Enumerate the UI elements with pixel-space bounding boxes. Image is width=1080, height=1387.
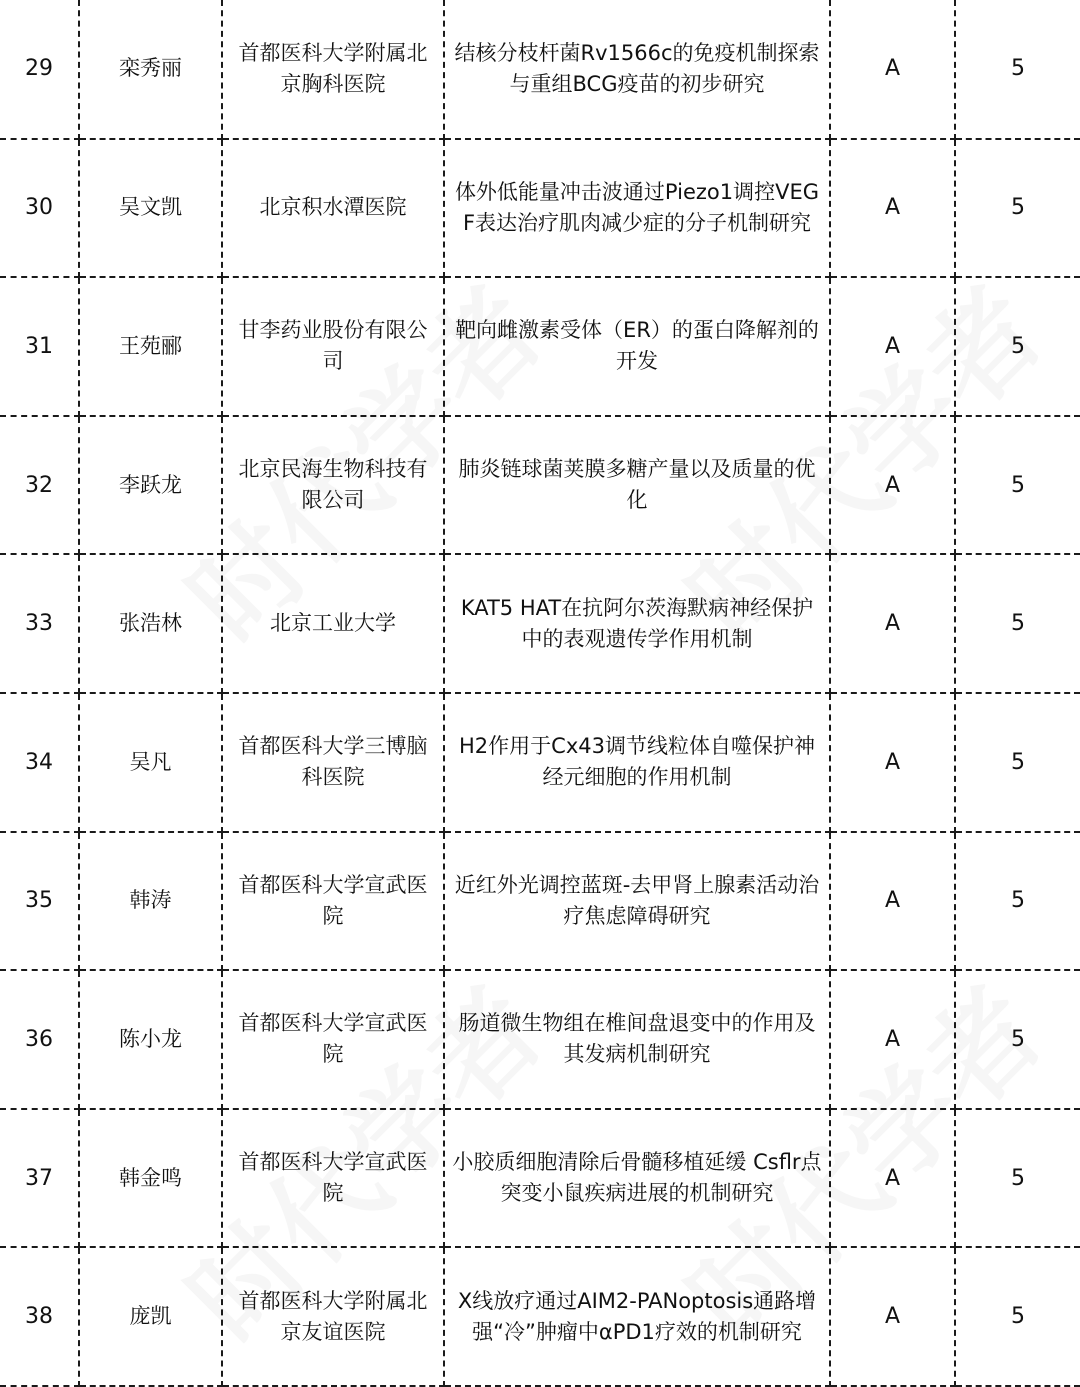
applicant-name: 韩涛	[79, 832, 222, 971]
table-row	[0, 1109, 1080, 1248]
score: 5	[955, 693, 1080, 832]
institution: 北京工业大学	[222, 554, 444, 693]
table-row	[0, 0, 1080, 139]
row-number: 37	[0, 1109, 79, 1248]
row-number: 33	[0, 554, 79, 693]
applicant-name: 张浩林	[79, 554, 222, 693]
row-number: 38	[0, 1247, 79, 1386]
row-number: 31	[0, 277, 79, 416]
table-row	[0, 693, 1080, 832]
row-number: 29	[0, 0, 79, 139]
table-row	[0, 832, 1080, 971]
score: 5	[955, 832, 1080, 971]
row-number: 32	[0, 416, 79, 555]
institution: 首都医科大学三博脑科医院	[222, 693, 444, 832]
grade: A	[830, 693, 955, 832]
row-number: 30	[0, 139, 79, 278]
table-row	[0, 554, 1080, 693]
score: 5	[955, 416, 1080, 555]
institution: 首都医科大学附属北京胸科医院	[222, 0, 444, 139]
table-row	[0, 970, 1080, 1109]
project-title: X线放疗通过AIM2-PANoptosis通路增强“冷”肿瘤中αPD1疗效的机制研究	[444, 1247, 830, 1386]
applicant-name: 吴文凯	[79, 139, 222, 278]
score: 5	[955, 277, 1080, 416]
applicant-name: 庞凯	[79, 1247, 222, 1386]
grade: A	[830, 1247, 955, 1386]
institution: 首都医科大学宣武医院	[222, 970, 444, 1109]
project-title: 肠道微生物组在椎间盘退变中的作用及其发病机制研究	[444, 970, 830, 1109]
project-title: KAT5 HAT在抗阿尔茨海默病神经保护中的表观遗传学作用机制	[444, 554, 830, 693]
institution: 北京积水潭医院	[222, 139, 444, 278]
grade: A	[830, 416, 955, 555]
institution: 首都医科大学宣武医院	[222, 1109, 444, 1248]
applicant-name: 栾秀丽	[79, 0, 222, 139]
applicant-name: 吴凡	[79, 693, 222, 832]
score: 5	[955, 1247, 1080, 1386]
project-title: H2作用于Cx43调节线粒体自噬保护神经元细胞的作用机制	[444, 693, 830, 832]
table-row	[0, 416, 1080, 555]
score: 5	[955, 0, 1080, 139]
applicant-name: 韩金鸣	[79, 1109, 222, 1248]
score: 5	[955, 139, 1080, 278]
grade: A	[830, 139, 955, 278]
table-row	[0, 277, 1080, 416]
project-title: 体外低能量冲击波通过Piezo1调控VEGF表达治疗肌肉减少症的分子机制研究	[444, 139, 830, 278]
grade: A	[830, 0, 955, 139]
project-title: 小胶质细胞清除后骨髓移植延缓 Csflr点突变小鼠疾病进展的机制研究	[444, 1109, 830, 1248]
project-title: 肺炎链球菌荚膜多糖产量以及质量的优化	[444, 416, 830, 555]
institution: 首都医科大学宣武医院	[222, 832, 444, 971]
row-number: 35	[0, 832, 79, 971]
score: 5	[955, 970, 1080, 1109]
row-number: 36	[0, 970, 79, 1109]
grade: A	[830, 1109, 955, 1248]
grade: A	[830, 277, 955, 416]
project-title: 结核分枝杆菌Rv1566c的免疫机制探索与重组BCG疫苗的初步研究	[444, 0, 830, 139]
score: 5	[955, 1109, 1080, 1248]
institution: 首都医科大学附属北京友谊医院	[222, 1247, 444, 1386]
applicant-name: 李跃龙	[79, 416, 222, 555]
row-number: 34	[0, 693, 79, 832]
applicant-name: 陈小龙	[79, 970, 222, 1109]
project-title: 靶向雌激素受体（ER）的蛋白降解剂的开发	[444, 277, 830, 416]
score: 5	[955, 554, 1080, 693]
institution: 北京民海生物科技有限公司	[222, 416, 444, 555]
grade: A	[830, 554, 955, 693]
table-row	[0, 139, 1080, 278]
applicant-name: 王苑郦	[79, 277, 222, 416]
institution: 甘李药业股份有限公司	[222, 277, 444, 416]
grade: A	[830, 832, 955, 971]
grade: A	[830, 970, 955, 1109]
table-row	[0, 1247, 1080, 1386]
project-title: 近红外光调控蓝斑-去甲肾上腺素活动治疗焦虑障碍研究	[444, 832, 830, 971]
